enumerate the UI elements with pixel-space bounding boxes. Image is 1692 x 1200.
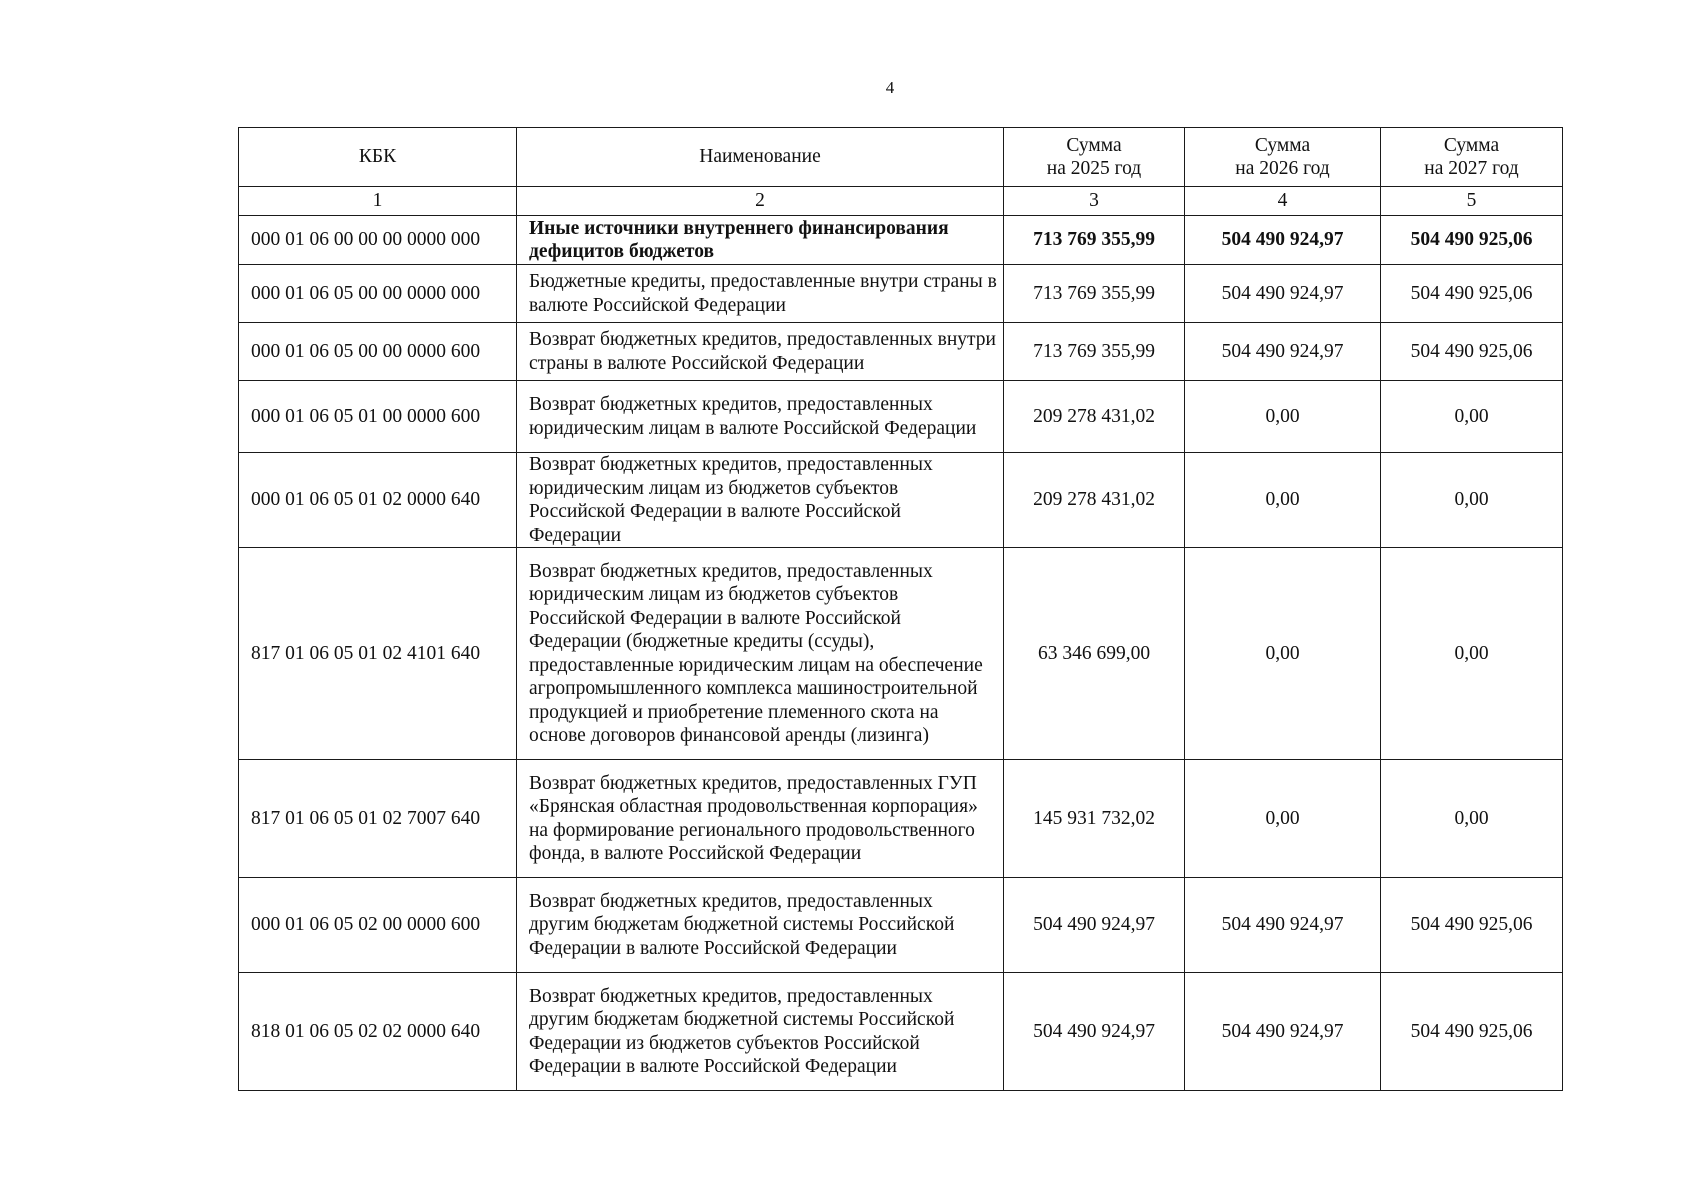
header-sum-2027 — [1381, 128, 1563, 187]
column-number: 2 — [517, 187, 1004, 216]
row-name: Возврат бюджетных кредитов, предоставленных другим бюджетам бюджетной системы Российской Федерации из бюджетов субъектов Российской Федерации в валюте Российской Федерации — [517, 973, 1004, 1091]
column-number: 1 — [239, 187, 517, 216]
amount-2027: 504 490 925,06 — [1381, 265, 1563, 323]
header-name: Наименование — [517, 128, 1004, 187]
kbk-code: 817 01 06 05 01 02 7007 640 — [239, 760, 517, 878]
amount-2025: 504 490 924,97 — [1004, 973, 1185, 1091]
row-name: Возврат бюджетных кредитов, предоставленных внутри страны в валюте Российской Федерации — [517, 323, 1004, 381]
column-number-row — [239, 187, 1563, 216]
amount-2025: 145 931 732,02 — [1004, 760, 1185, 878]
table-row — [239, 548, 1563, 760]
amount-2026: 504 490 924,97 — [1185, 323, 1381, 381]
table-row — [239, 381, 1563, 453]
kbk-code: 817 01 06 05 01 02 4101 640 — [239, 548, 517, 760]
amount-2025: 713 769 355,99 — [1004, 265, 1185, 323]
amount-2027: 504 490 925,06 — [1381, 216, 1563, 265]
table-row — [239, 265, 1563, 323]
header-row — [239, 128, 1563, 187]
amount-2025: 504 490 924,97 — [1004, 878, 1185, 973]
row-name: Возврат бюджетных кредитов, предоставленных ГУП «Брянская областная продовольственная корпорация» на формирование регионального продовольственного фонда, в валюте Российской Федерации — [517, 760, 1004, 878]
column-number: 3 — [1004, 187, 1185, 216]
amount-2027: 0,00 — [1381, 548, 1563, 760]
amount-2026: 504 490 924,97 — [1185, 973, 1381, 1091]
amount-2027: 0,00 — [1381, 760, 1563, 878]
header-sum-2026 — [1185, 128, 1381, 187]
header-sum-2027-label: Сумма на 2027 год — [1424, 134, 1519, 179]
table-row — [239, 973, 1563, 1091]
kbk-code: 000 01 06 05 01 02 0000 640 — [239, 453, 517, 548]
kbk-code: 000 01 06 05 00 00 0000 600 — [239, 323, 517, 381]
amount-2027: 0,00 — [1381, 381, 1563, 453]
header-sum-2025-label: Сумма на 2025 год — [1046, 134, 1142, 179]
amount-2026: 504 490 924,97 — [1185, 265, 1381, 323]
kbk-code: 000 01 06 05 02 00 0000 600 — [239, 878, 517, 973]
amount-2026: 504 490 924,97 — [1185, 216, 1381, 265]
column-number: 4 — [1185, 187, 1381, 216]
row-name: Возврат бюджетных кредитов, предоставленных другим бюджетам бюджетной системы Российской Федерации в валюте Российской Федерации — [517, 878, 1004, 973]
header-kbk: КБК — [239, 128, 517, 187]
page-number: 4 — [885, 78, 895, 97]
amount-2025: 713 769 355,99 — [1004, 323, 1185, 381]
header-sum-2026-label: Сумма на 2026 год — [1235, 134, 1330, 179]
table-row — [239, 323, 1563, 381]
amount-2026: 0,00 — [1185, 453, 1381, 548]
amount-2025: 713 769 355,99 — [1004, 216, 1185, 265]
amount-2027: 504 490 925,06 — [1381, 323, 1563, 381]
table-row — [239, 760, 1563, 878]
amount-2027: 504 490 925,06 — [1381, 878, 1563, 973]
amount-2025: 209 278 431,02 — [1004, 381, 1185, 453]
budget-sources-table — [238, 127, 1563, 1091]
row-name: Бюджетные кредиты, предоставленные внутри страны в валюте Российской Федерации — [517, 265, 1004, 323]
row-name: Возврат бюджетных кредитов, предоставленных юридическим лицам из бюджетов субъектов Российской Федерации в валюте Российской Федерации (бюджетные кредиты (ссуды), предоставленные юридическим лицам на обеспечение агропромышленного комплекса машиностроительной продукцией и приобретение племенного скота на основе договоров финансовой аренды (лизинга) — [517, 548, 1004, 760]
table-row — [239, 216, 1563, 265]
amount-2026: 0,00 — [1185, 381, 1381, 453]
amount-2027: 504 490 925,06 — [1381, 973, 1563, 1091]
amount-2025: 63 346 699,00 — [1004, 548, 1185, 760]
kbk-code: 000 01 06 00 00 00 0000 000 — [239, 216, 517, 265]
row-name: Иные источники внутреннего финансирования дефицитов бюджетов — [517, 216, 1004, 265]
column-number: 5 — [1381, 187, 1563, 216]
amount-2027: 0,00 — [1381, 453, 1563, 548]
amount-2026: 0,00 — [1185, 760, 1381, 878]
table-row — [239, 878, 1563, 973]
amount-2026: 504 490 924,97 — [1185, 878, 1381, 973]
kbk-code: 818 01 06 05 02 02 0000 640 — [239, 973, 517, 1091]
row-name: Возврат бюджетных кредитов, предоставленных юридическим лицам из бюджетов субъектов Российской Федерации в валюте Российской Федерации — [517, 453, 1004, 548]
row-name: Возврат бюджетных кредитов, предоставленных юридическим лицам в валюте Российской Федерации — [517, 381, 1004, 453]
kbk-code: 000 01 06 05 00 00 0000 000 — [239, 265, 517, 323]
table-row — [239, 453, 1563, 548]
amount-2026: 0,00 — [1185, 548, 1381, 760]
kbk-code: 000 01 06 05 01 00 0000 600 — [239, 381, 517, 453]
amount-2025: 209 278 431,02 — [1004, 453, 1185, 548]
header-sum-2025 — [1004, 128, 1185, 187]
